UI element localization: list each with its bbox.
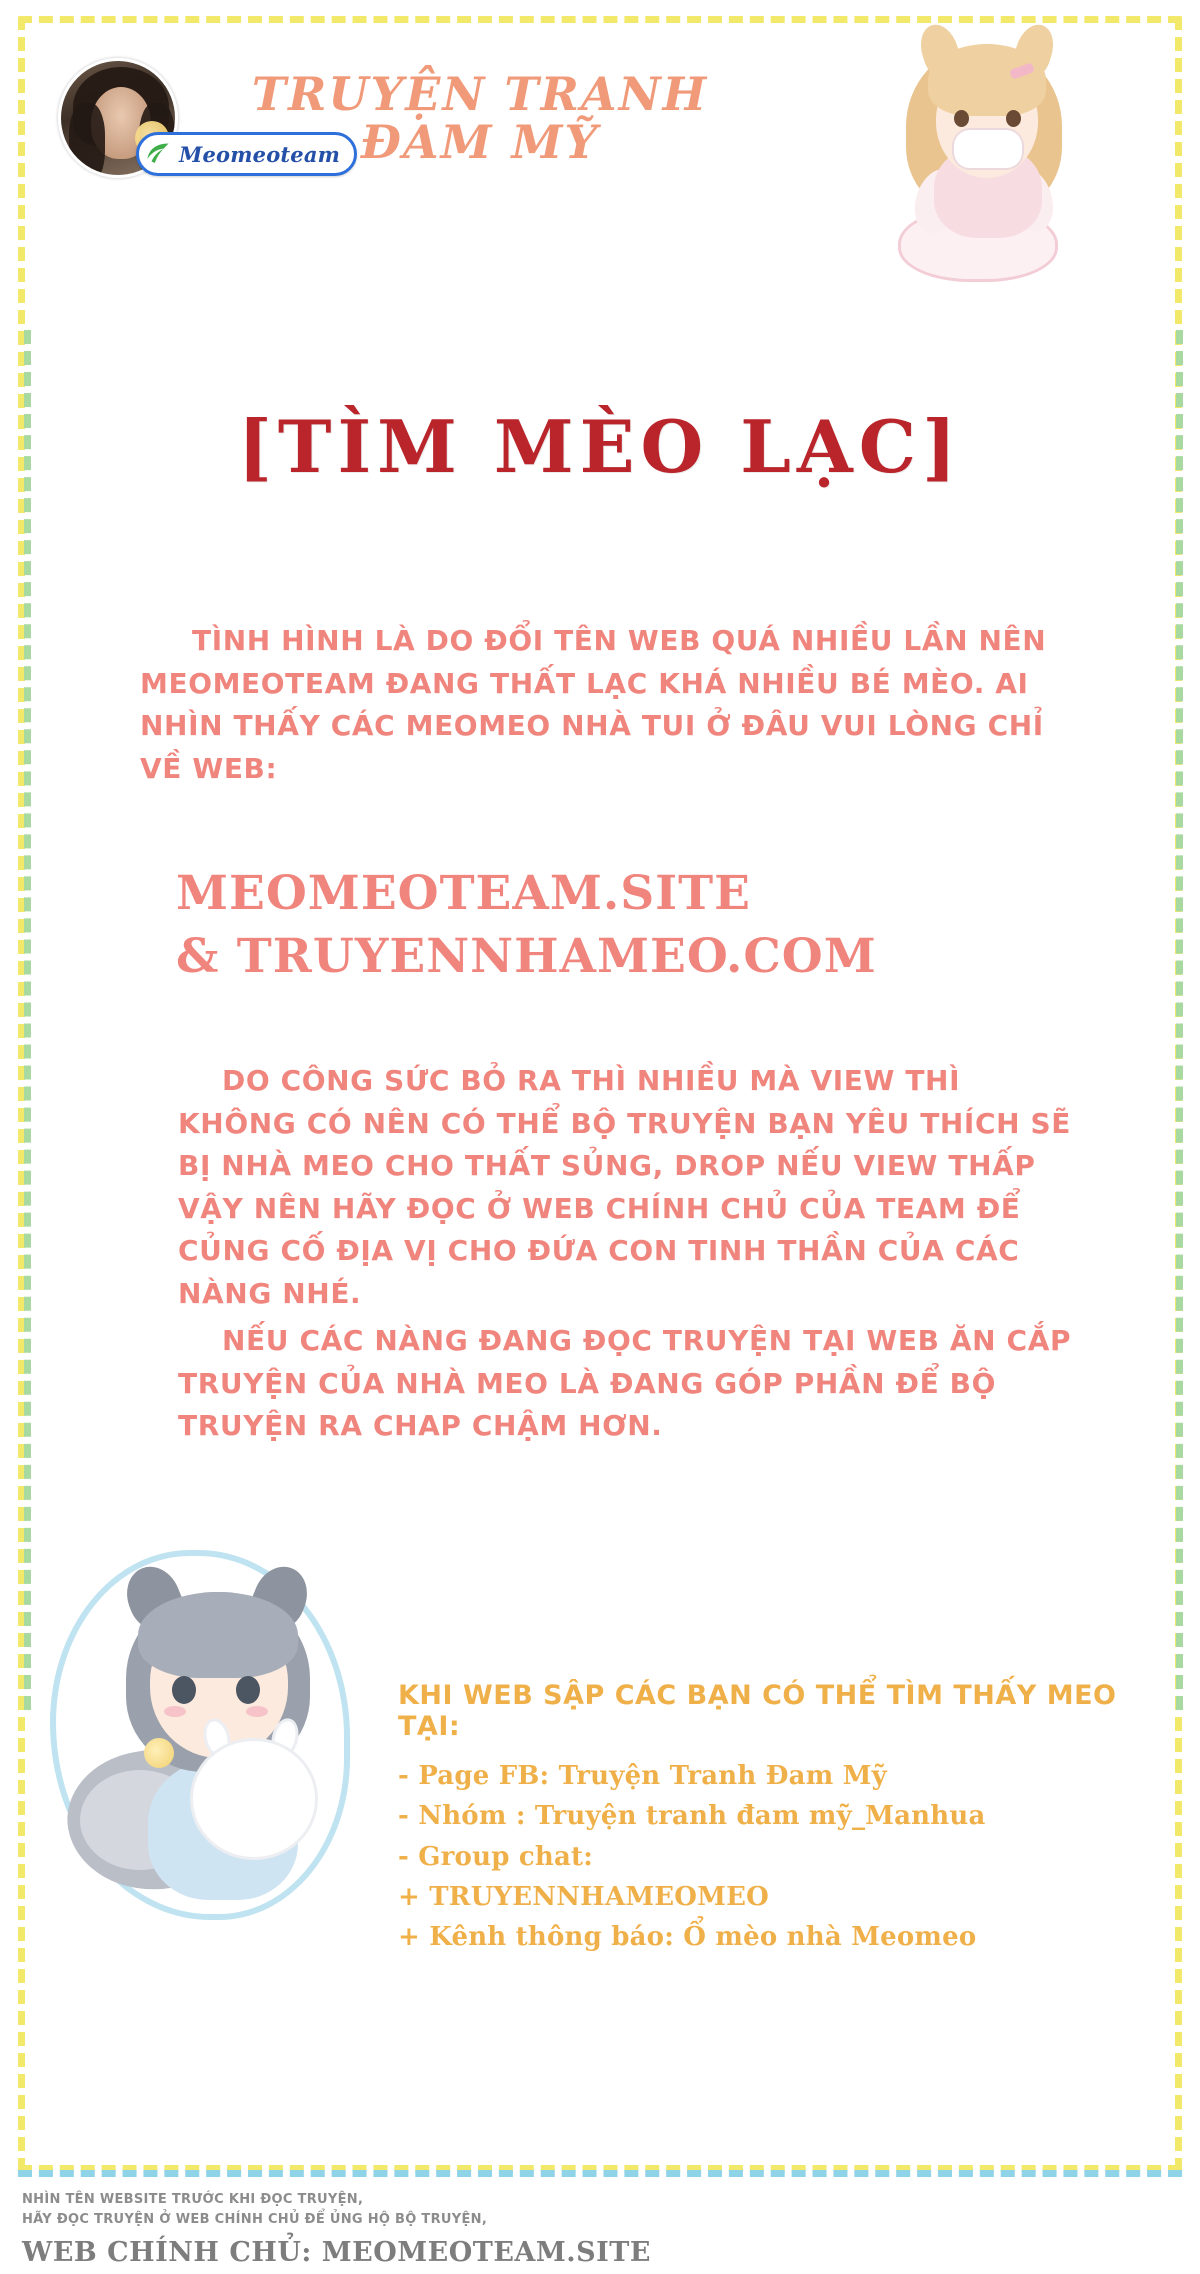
wolf-plush-toy [190, 1738, 318, 1860]
wolf-blush-left [164, 1706, 186, 1717]
contact-item-page-fb[interactable]: - Page FB: Truyện Tranh Đam Mỹ [398, 1761, 887, 1791]
contact-title: KHI WEB SẬP CÁC BẠN CÓ THỂ TÌM THẤY MEO TẠI: [398, 1680, 1117, 1742]
site-title-line2: ĐAM MỸ [360, 115, 600, 170]
girl-hair-front [928, 44, 1046, 116]
footer-official-site[interactable]: WEB CHÍNH CHỦ: MEOMEOTEAM.SITE [22, 2237, 651, 2268]
site-links [176, 862, 1076, 989]
site-link-secondary[interactable]: & TRUYENNHAMEO.COM [176, 929, 877, 985]
contact-block [398, 1680, 1138, 1957]
wolf-flower-icon [144, 1738, 174, 1768]
avatar-hair-left [69, 103, 105, 178]
brand-badge-label: Meomeoteam [179, 141, 341, 167]
wolf-blush-right [246, 1706, 268, 1717]
mascot-girl-illustration [860, 18, 1110, 288]
contact-item-group[interactable]: - Nhóm : Truyện tranh đam mỹ_Manhua [398, 1801, 986, 1832]
wolf-eye-left [172, 1676, 196, 1704]
mascot-wolf-illustration [40, 1530, 370, 1950]
footer-note-line2: HÃY ĐỌC TRUYỆN Ở WEB CHÍNH CHỦ ĐỂ ỦNG HỘ BỘ TRUYỆN, [22, 2211, 488, 2227]
paragraph-support: DO CÔNG SỨC BỎ RA THÌ NHIỀU MÀ VIEW THÌ KHÔNG CÓ NÊN CÓ THỂ BỘ TRUYỆN BẠN YÊU THÍCH SẼ BỊ NHÀ MEO CHO THẤT SỦNG, DROP NẾU VIEW THẤP VẬY NÊN HÃY ĐỌC Ở WEB CHÍNH CHỦ CỦA TEAM ĐỂ CỦNG CỐ ĐỊA VỊ CHO ĐỨA CON TINH THẦN CỦA CÁC NÀNG NHÉ. [178, 1064, 1071, 1310]
dashed-frame-right-green [1176, 330, 1183, 1710]
site-link-primary[interactable]: MEOMEOTEAM.SITE [176, 866, 751, 921]
girl-face-mask [952, 128, 1024, 170]
wolf-eye-right [236, 1676, 260, 1704]
footer-note-line1: NHÌN TÊN WEBSITE TRƯỚC KHI ĐỌC TRUYỆN, [22, 2192, 364, 2207]
dashed-frame-left-green [24, 330, 31, 1710]
site-title-line1: TRUYỆN TRANH [251, 67, 709, 121]
dashed-frame-bottom-blue [18, 2170, 1182, 2177]
paragraph-warning: NẾU CÁC NÀNG ĐANG ĐỌC TRUYỆN TẠI WEB ĂN CẮP TRUYỆN CỦA NHÀ MEO LÀ ĐANG GÓP PHẦN ĐỂ BỘ TRUYỆN RA CHAP CHẬM HƠN. [178, 1324, 1072, 1443]
girl-eye-left [954, 110, 969, 127]
leaf-icon [145, 141, 171, 167]
wolf-hair-front [138, 1592, 298, 1678]
page-title: [TÌM MÈO LẠC] [237, 404, 963, 489]
footer [22, 2190, 1182, 2268]
site-title [200, 67, 760, 170]
contact-item-group-chat-name[interactable]: + TRUYENNHAMEOMEO [398, 1881, 770, 1912]
contact-item-group-chat-label: - Group chat: [398, 1841, 594, 1872]
paragraph-intro: TÌNH HÌNH LÀ DO ĐỔI TÊN WEB QUÁ NHIỀU LẦN NÊN MEOMEOTEAM ĐANG THẤT LẠC KHÁ NHIỀU BÉ MÈO. AI NHÌN THẤY CÁC MEOMEO NHÀ TUI Ở ĐÂU VUI LÒNG CHỈ VỀ WEB: [140, 624, 1047, 785]
contact-item-channel[interactable]: + Kênh thông báo: Ổ mèo nhà Meomeo [398, 1922, 977, 1953]
girl-eye-right [1006, 110, 1021, 127]
